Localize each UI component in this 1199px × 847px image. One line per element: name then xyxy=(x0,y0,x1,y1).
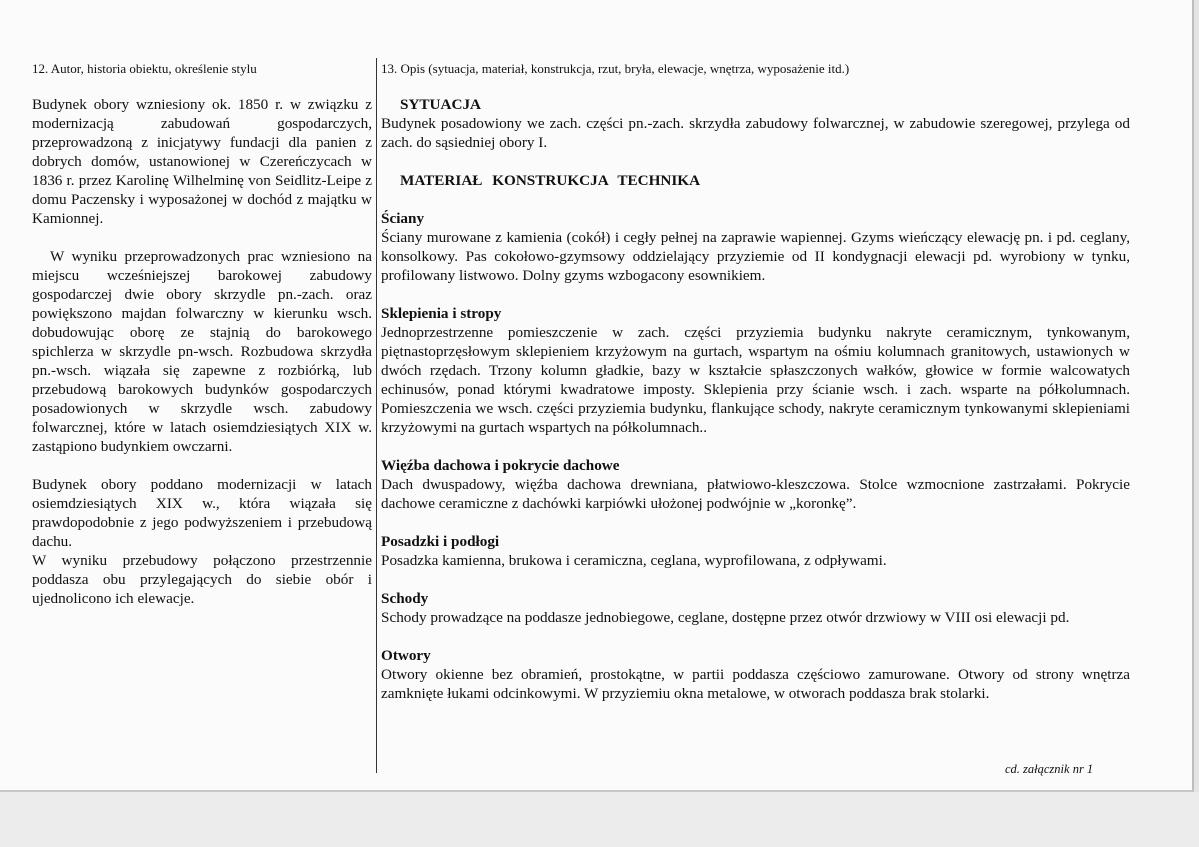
sytuacja-heading: SYTUACJA xyxy=(400,96,482,113)
continuation-note: cd. załącznik nr 1 xyxy=(1005,762,1094,776)
sytuacja-text: Budynek posadowiony we zach. części pn.-zach. skrzydła zabudowy folwarcznej, w zabudowie szeregowej, przylega od zach. do sąsiedniej obory I. xyxy=(381,115,1130,151)
material-heading: MATERIAŁ KONSTRUKCJA TECHNIKA xyxy=(400,172,701,189)
history-paragraph: Budynek obory wzniesiony ok. 1850 r. w związku z modernizacją zabudowań gospodarczych, przeprowadzoną z inicjatywy fundacji dla panien z dobrych domów, ustanowionej w Czereńczycach w 1836 r. przez Karolinę Wilhelminę von Seidlitz-Leipe z domu Paczensky i wyposażonej w dochód z majątku w Kamionnej. xyxy=(32,96,372,227)
history-paragraph: W wyniku przeprowadzonych prac wzniesiono na miejscu wcześniejszej barokowej zabudowy gospodarczej dwie obory skrzydle pn.-zach. oraz powiększono majdan folwarczny w kierunku wsch. dobudowując oborę ze stajnią do barokowego spichlerza w skrzydle pn-wsch. Rozbudowa skrzydła pn.-wsch. wiązała się zapewne z rozbiórką, lub przebudową barokowych budynków gospodarczych posadowionych w skrzydle wsch. zabudowy folwarcznej, które w latach osiemdziesiątych XIX w. zastąpiono budynkiem owczarni. xyxy=(32,248,372,455)
section-text-posadzki: Posadzka kamienna, brukowa i ceramiczna, ceglana, wyprofilowana, z odpływami. xyxy=(381,552,887,569)
section-text-schody: Schody prowadzące na poddasze jednobiegowe, ceglane, dostępne przez otwór drzwiowy w VIII osi elewacji pd. xyxy=(381,609,1070,626)
section-text-otwory: Otwory okienne bez obramień, prostokątne, w partii poddasza częściowo zamurowane. Otwory od strony wnętrza zamknięte łukami odcinkowymi. W przyziemiu okna metalowe, w otworach poddasza brak stolarki. xyxy=(381,666,1130,702)
scan-background xyxy=(0,792,1199,847)
column-divider xyxy=(376,58,377,773)
history-text xyxy=(32,95,372,608)
history-paragraph: Budynek obory poddano modernizacji w latach osiemdziesiątych XIX w., która wiązała się prawdopodobnie z jego podwyższeniem i przebudową dachu. xyxy=(32,476,372,550)
section-title-wiezba: Więźba dachowa i pokrycie dachowe xyxy=(381,457,620,474)
section-title-posadzki: Posadzki i podłogi xyxy=(381,533,500,550)
section-title-sklepienia: Sklepienia i stropy xyxy=(381,305,502,322)
description-text xyxy=(381,95,1130,703)
left-header: 12. Autor, historia obiektu, określenie stylu xyxy=(32,61,257,76)
section-title-schody: Schody xyxy=(381,590,429,607)
section-text-wiezba: Dach dwuspadowy, więźba dachowa drewniana, płatwiowo-kleszczowa. Stolce wzmocnione zastrzałami. Pokrycie dachowe ceramiczne z dachówki karpiówki ułożonej podwójnie w „koronkę”. xyxy=(381,476,1130,512)
history-paragraph: W wyniku przebudowy połączono przestrzennie poddasza obu przylegających do siebie obór i ujednolicono ich elewacje. xyxy=(32,552,372,607)
section-title-sciany: Ściany xyxy=(381,210,425,227)
section-text-sklepienia: Jednoprzestrzenne pomieszczenie w zach. części przyziemia budynku nakryte ceramicznym, tynkowanym, piętnastoprzęsłowym sklepieniem krzyżowym na gurtach, wspartym na ośmiu kolumnach granitowych, ustawionych w dwóch rzędach. Trzony kolumn gładkie, bazy w kształcie spłaszczonych wałków, głowice w formie walcowatych echinusów, ponad którymi kwadratowe imposty. Sklepienia przy ścianie wsch. i zach. wsparte na półkolumnach. Pomieszczenia we wsch. części przyziemia budynku, flankujące schody, nakryte ceramicznym tynkowanymi sklepieniami krzyżowymi na gurtach wspartych na półkolumnach.. xyxy=(381,324,1130,436)
section-title-otwory: Otwory xyxy=(381,647,431,664)
right-header: 13. Opis (sytuacja, materiał, konstrukcja, rzut, bryła, elewacje, wnętrza, wyposażenie itd.) xyxy=(381,61,850,76)
section-text-sciany: Ściany murowane z kamienia (cokół) i cegły pełnej na zaprawie wapiennej. Gzyms wieńczący elewację pn. i pd. ceglany, konsolkowy. Pas cokołowo-gzymsowy oddzielający przyziemie od II kondygnacji elewacji pd. wyrobiony w tynku, profilowany listwowo. Dolny gzyms wzbogacony esownikiem. xyxy=(381,229,1130,284)
